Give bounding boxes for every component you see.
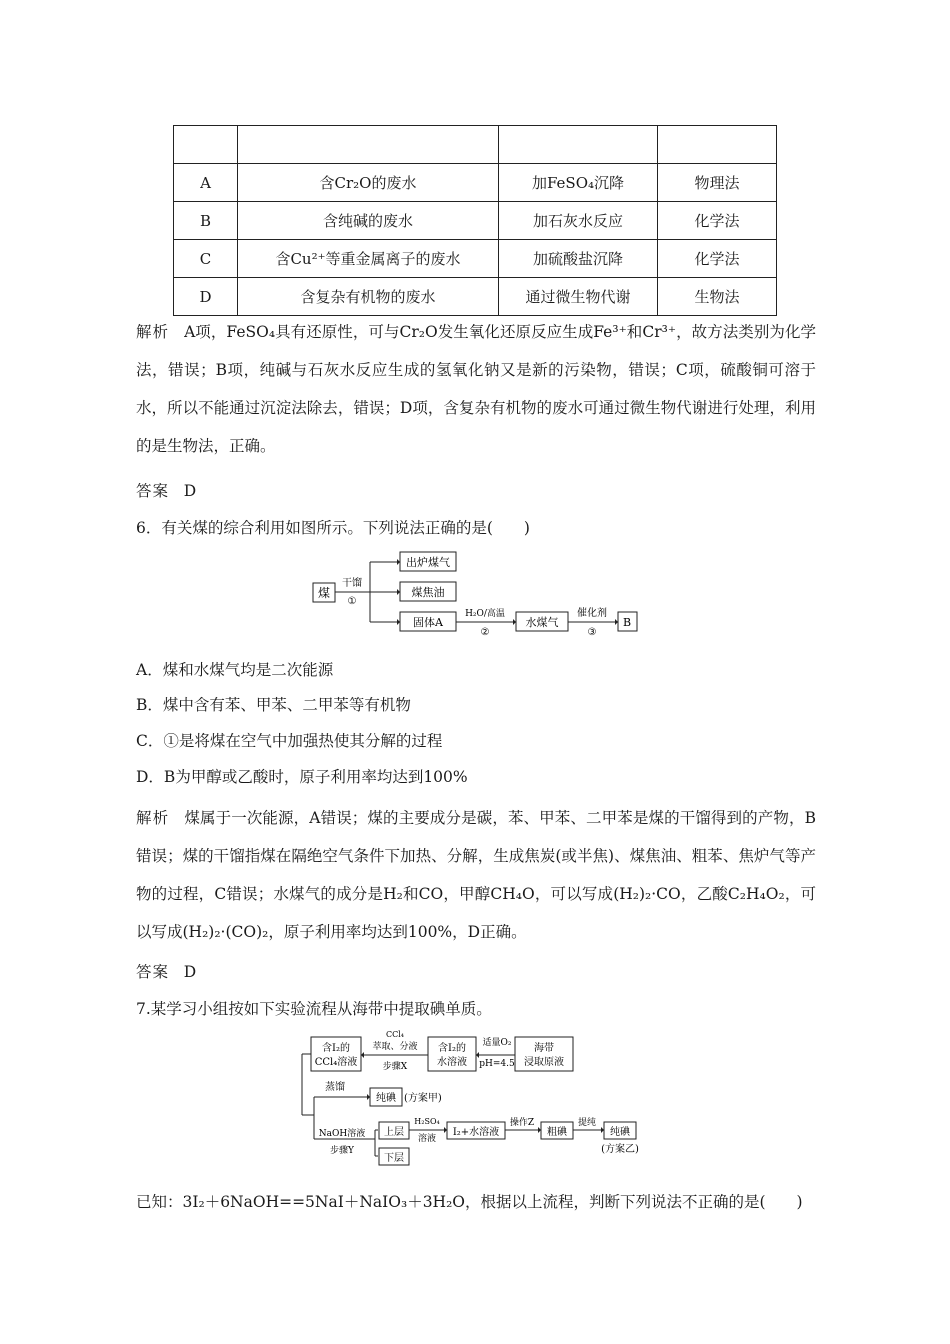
q6-answer: [136, 962, 196, 982]
extract-label: 萃取、分液: [372, 1042, 418, 1052]
upper-label: 上层: [384, 1127, 404, 1138]
step3-label: 催化剂: [577, 608, 607, 619]
out2-label: 煤焦油: [411, 586, 445, 599]
table-cell: 含复杂有机物的废水: [238, 278, 499, 316]
table-cell: 加硫酸盐沉降: [499, 240, 658, 278]
option-b: B．煤中含有苯、甲苯、二甲苯等有机物: [136, 696, 411, 714]
step1-number: ①: [347, 596, 357, 607]
stepx-label: 步骤X: [382, 1062, 408, 1072]
i2-water-label: I₂+水溶液: [452, 1127, 500, 1138]
q6-stem: 6．有关煤的综合利用如图所示。下列说法正确的是( ): [136, 519, 530, 537]
answer-value: D: [183, 963, 197, 981]
naoh-label: NaOH溶液: [318, 1129, 366, 1139]
answer-label: 答案: [136, 963, 170, 981]
table-header-row: [174, 126, 777, 164]
analysis-label: 解析: [136, 323, 170, 341]
distill-label: 蒸馏: [325, 1082, 345, 1093]
q7-known: 已知：3I₂＋6NaOH==5NaI＋NaIO₃＋3H₂O，根据以上流程，判断下列说法不正确的是( ): [136, 1193, 803, 1211]
i2-aq-label: 含I₂的: [438, 1043, 466, 1054]
table-cell: 物理法: [658, 164, 777, 202]
options-table: [173, 125, 777, 316]
step2-number: ②: [480, 627, 490, 638]
ccl4-label: CCl₄: [385, 1030, 405, 1039]
pure-iodine-label: 纯碘: [376, 1093, 396, 1104]
q7-stem: 7.某学习小组按如下实验流程从海带中提取碘单质。: [136, 1000, 492, 1018]
i2-ccl4-label: 含I₂的: [322, 1043, 350, 1054]
lower-label: 下层: [384, 1153, 404, 1164]
analysis-label: 解析: [136, 809, 170, 827]
table-cell: B: [174, 202, 238, 240]
table-cell: A: [174, 164, 238, 202]
product-label: B: [622, 616, 632, 629]
table-header-cell: [174, 126, 238, 164]
table-cell: D: [174, 278, 238, 316]
table-cell: 含Cr₂O的废水: [238, 164, 499, 202]
kelp-label: 海带: [534, 1043, 554, 1054]
i2-ccl4-label: CCl₄溶液: [314, 1057, 358, 1068]
opz-label: 操作Z: [509, 1118, 535, 1128]
q5-answer: [136, 481, 196, 501]
option-a: A．煤和水煤气均是二次能源: [136, 661, 334, 679]
water-gas-label: 水煤气: [525, 616, 559, 629]
i2-aq-label: 水溶液: [437, 1057, 467, 1068]
table-cell: 加石灰水反应: [499, 202, 658, 240]
out1-label: 出炉煤气: [406, 556, 450, 569]
coal-utilization-diagram: [300, 545, 650, 640]
purify-label: 提纯: [577, 1118, 597, 1128]
step3-number: ③: [587, 627, 597, 638]
table-row: [174, 202, 777, 240]
pure2-label: 纯碘: [610, 1127, 630, 1138]
analysis-text: 煤属于一次能源，A错误；煤的主要成分是碳，苯、甲苯、二甲苯是煤的干馏得到的产物，B错误；煤的干馏指煤在隔绝空气条件下加热、分解，生成焦炭(或半焦)、煤焦油、粗苯、焦炉气等产物的过程，C错误；水煤气的成分是H₂和CO，甲醇CH₄O，可以写成(H₂)₂·CO，乙酸C₂H₄O₂，可以写成(H₂)₂·(CO)₂，原子利用率均达到100%，D正确。: [136, 809, 816, 941]
option-d: D．B为甲醇或乙酸时，原子利用率均达到100%: [136, 768, 468, 786]
coal-label: 煤: [317, 586, 331, 600]
crude-label: 粗碘: [547, 1127, 567, 1138]
answer-value: D: [183, 482, 197, 500]
table-cell: 化学法: [658, 240, 777, 278]
q5-analysis: [136, 313, 816, 465]
table-header-cell: [238, 126, 499, 164]
stepy-label: 步骤Y: [330, 1146, 354, 1156]
plan-b-label: (方案乙): [601, 1144, 639, 1155]
kelp-label: 浸取原液: [524, 1057, 564, 1068]
table-row: [174, 240, 777, 278]
table-cell: C: [174, 240, 238, 278]
answer-label: 答案: [136, 482, 170, 500]
out3-label: 固体A: [413, 616, 443, 629]
solution-label: 溶液: [417, 1134, 437, 1144]
table-cell: 通过微生物代谢: [499, 278, 658, 316]
table-cell: 含纯碱的废水: [238, 202, 499, 240]
table-row: [174, 278, 777, 316]
table-row: [174, 164, 777, 202]
analysis-text: A项，FeSO₄具有还原性，可与Cr₂O发生氧化还原反应生成Fe³⁺和Cr³⁺，故方法类别为化学法，错误；B项，纯碱与石灰水反应生成的氢氧化钠又是新的污染物，错误；C项，硫酸铜可溶于水，所以不能通过沉淀法除去，错误；D项，含复杂有机物的废水可通过微生物代谢进行处理，利用的是生物法，正确。: [136, 323, 816, 455]
table-cell: 生物法: [658, 278, 777, 316]
o2-label: 适量O₂: [482, 1038, 512, 1048]
option-c: C．①是将煤在空气中加强热使其分解的过程: [136, 732, 443, 750]
table-header-cell: [499, 126, 658, 164]
table-cell: 加FeSO₄沉降: [499, 164, 658, 202]
table-cell: 化学法: [658, 202, 777, 240]
step2-label: H₂O/高温: [465, 609, 505, 619]
h2so4-label: H₂SO₄: [414, 1117, 440, 1126]
q6-analysis: [136, 799, 816, 951]
ph-label: pH=4.5: [479, 1059, 515, 1069]
table-header-cell: [658, 126, 777, 164]
iodine-extraction-diagram: [300, 1027, 680, 1172]
step1-label: 干馏: [342, 578, 362, 589]
table-cell: 含Cu²⁺等重金属离子的废水: [238, 240, 499, 278]
plan-a-label: (方案甲): [404, 1093, 442, 1104]
